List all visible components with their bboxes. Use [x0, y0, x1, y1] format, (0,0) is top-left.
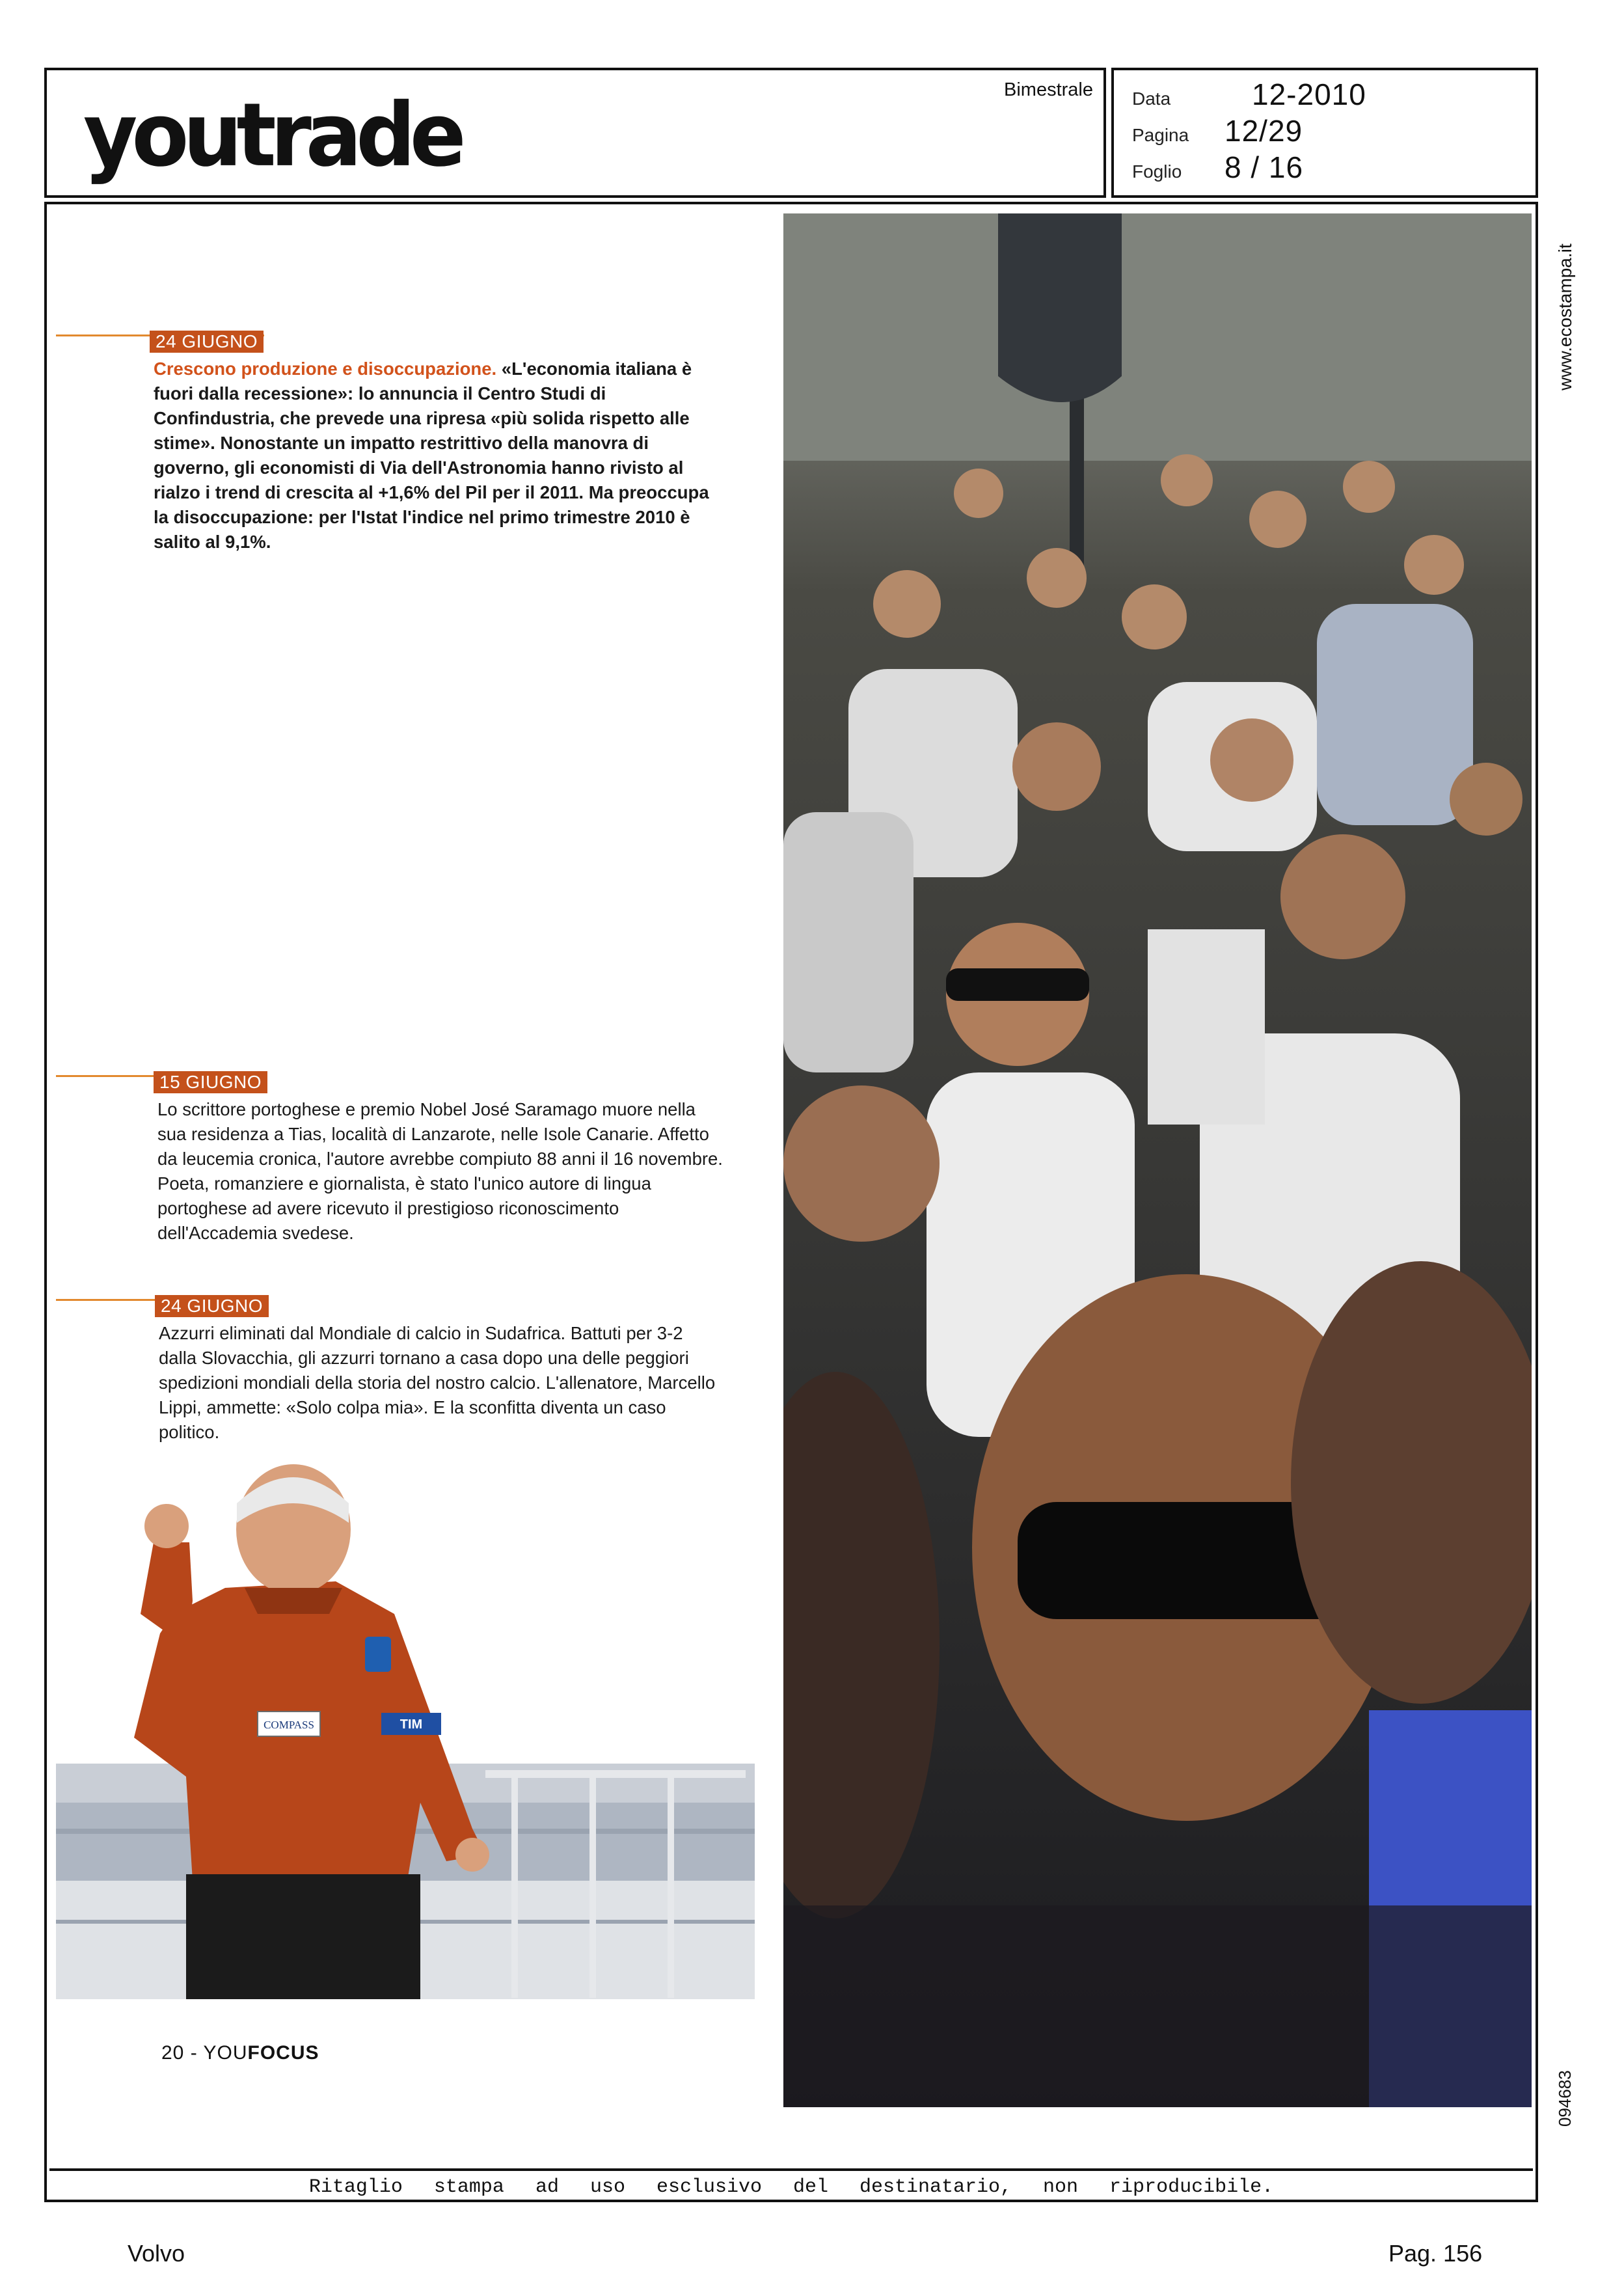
clipping-code: 094683	[1555, 2070, 1575, 2127]
masthead-box	[44, 68, 1106, 198]
crowd-illustration	[783, 213, 1532, 2107]
footer-divider	[49, 2168, 1533, 2171]
foglio-row	[1132, 150, 1303, 185]
entry-3-date: 24 GIUGNO	[155, 1295, 269, 1317]
page-number-footer	[161, 2042, 319, 2064]
metadata-box	[1111, 68, 1538, 198]
foglio-value: 8 / 16	[1225, 150, 1304, 184]
pagina-row	[1132, 113, 1303, 148]
entry-2-text: Lo scrittore portoghese e premio Nobel José Saramago muore nella sua residenza a Tias, località di Lanzarote, nelle Isole Canarie. Affetto da leucemia cronica, l'autore avrebbe compiuto 88 anni il 16 novembre. Poeta, romanziere e giornalista, è stato l'unico autore di lingua portoghese ad avere ricevuto il prestigioso riconoscimento dell'Accademia svedese.	[157, 1099, 723, 1243]
pagina-label: Pagina	[1132, 125, 1189, 145]
entry-1-text	[154, 357, 724, 554]
report-page-number: Pag. 156	[1388, 2240, 1483, 2267]
data-value: 12-2010	[1252, 77, 1366, 111]
coach-photo	[56, 1464, 755, 1999]
sponsor-compass: COMPASS	[264, 1719, 314, 1731]
entry-1-headline: Crescono produzione e disoccupazione.	[154, 359, 497, 379]
youtrade-logo: youtrade	[83, 85, 461, 187]
client-name: Volvo	[128, 2240, 185, 2267]
foglio-label: Foglio	[1132, 161, 1182, 182]
pagina-value: 12/29	[1225, 114, 1303, 148]
hand-icon	[144, 1504, 189, 1548]
sponsor-tim: TIM	[399, 1717, 423, 1732]
page-number: 20 -	[161, 2042, 204, 2064]
italy-crest-icon	[365, 1637, 391, 1672]
data-label: Data	[1132, 89, 1171, 109]
footer-brand-light: YOU	[203, 2042, 248, 2064]
footer-brand-bold: FOCUS	[247, 2042, 319, 2064]
crowd-photo	[783, 213, 1532, 2107]
entry-1-body: «L'economia italiana è fuori dalla recessione»: lo annuncia il Centro Studi di Confindustria, che prevede una ripresa «più solida rispetto alle stime». Nonostante un impatto restrittivo della manovra di governo, gli economisti di Via dell'Astronomia hanno rivisto al rialzo i trend di crescita al +1,6% del Pil per il 2011. Ma preoccupa la disoccupazione: per l'Istat l'indice nel primo trimestre 2010 è salito al 9,1%.	[154, 359, 709, 552]
data-row	[1132, 77, 1366, 112]
coach-illustration	[56, 1464, 755, 1999]
disclaimer-text: Ritaglio stampa ad uso esclusivo del destinatario, non riproducibile.	[308, 2176, 1274, 2198]
entry-2-date: 15 GIUGNO	[154, 1071, 267, 1093]
ecostampa-url: www.ecostampa.it	[1555, 243, 1575, 390]
entry-3-text: Azzurri eliminati dal Mondiale di calcio in Sudafrica. Battuti per 3-2 dalla Slovacchia, gli azzurri tornano a casa dopo una delle peggiori spedizioni mondiali della storia del nostro calcio. L'allenatore, Marcello Lippi, ammette: «Solo colpa mia». E la sconfitta diventa un caso politico.	[159, 1323, 716, 1442]
entry-1-date: 24 GIUGNO	[150, 331, 264, 353]
frequency-label: Bimestrale	[1004, 79, 1093, 100]
